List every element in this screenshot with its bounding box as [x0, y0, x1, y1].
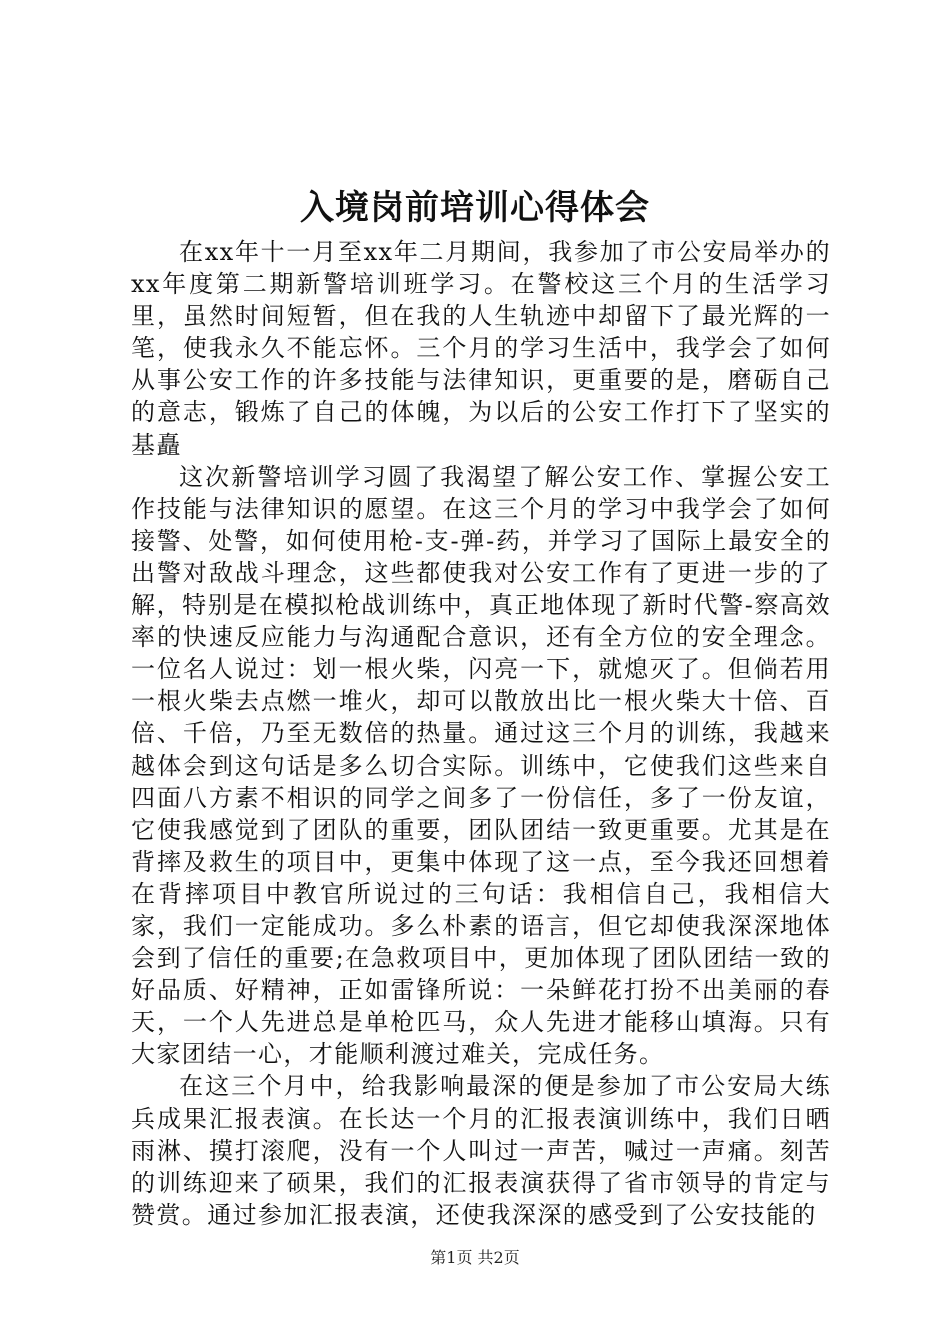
- page-number-footer: 第1页 共2页: [430, 1248, 520, 1267]
- document-title: 入境岗前培训心得体会: [300, 188, 650, 228]
- paragraph-3: 在这三个月中，给我影响最深的便是参加了市公安局大练兵成果汇报表演。在长达一个月的汇报表演训练中，我们日晒雨淋、摸打滚爬，没有一个人叫过一声苦，喊过一声痛。刻苦的训练迎来了硕果，我们的汇报表演获得了省市领导的肯定与赞赏。通过参加汇报表演，还使我深深的感受到了公安技能的: [131, 1072, 831, 1229]
- document-body: [131, 236, 831, 1231]
- paragraph-1: 在xx年十一月至xx年二月期间，我参加了市公安局举办的xx年度第二期新警培训班学习。在警校这三个月的生活学习里，虽然时间短暂，但在我的人生轨迹中却留下了最光辉的一笔，使我永久不能忘怀。三个月的学习生活中，我学会了如何从事公安工作的许多技能与法律知识，更重要的是，磨砺自己的意志，锻炼了自己的体魄，为以后的公安工作打下了坚实的基矗: [131, 238, 831, 459]
- paragraph-2: 这次新警培训学习圆了我渴望了解公安工作、掌握公安工作技能与法律知识的愿望。在这三个月的学习中我学会了如何接警、处警，如何使用枪-支-弹-药，并学习了国际上最安全的出警对敌战斗理念，这些都使我对公安工作有了更进一步的了解，特别是在模拟枪战训练中，真正地体现了新时代警-察高效率的快速反应能力与沟通配合意识，还有全方位的安全理念。一位名人说过：划一根火柴，闪亮一下，就熄灭了。但倘若用一根火柴去点燃一堆火，却可以散放出比一根火柴大十倍、百倍、千倍，乃至无数倍的热量。通过这三个月的训练，我越来越体会到这句话是多么切合实际。训练中，它使我们这些来自四面八方素不相识的同学之间多了一份信任，多了一份友谊，它使我感觉到了团队的重要，团队团结一致更重要。尤其是在背摔及救生的项目中，更集中体现了这一点，至今我还回想着在背摔项目中教官所说过的三句话：我相信自己，我相信大家，我们一定能成功。多么朴素的语言，但它却使我深深地体会到了信任的重要;在急救项目中，更加体现了团队团结一致的好品质、好精神，正如雷锋所说：一朵鲜花打扮不出美丽的春天，一个人先进总是单枪匹马，众人先进才能移山填海。只有大家团结一心，才能顺利渡过难关，完成任务。: [131, 462, 831, 1069]
